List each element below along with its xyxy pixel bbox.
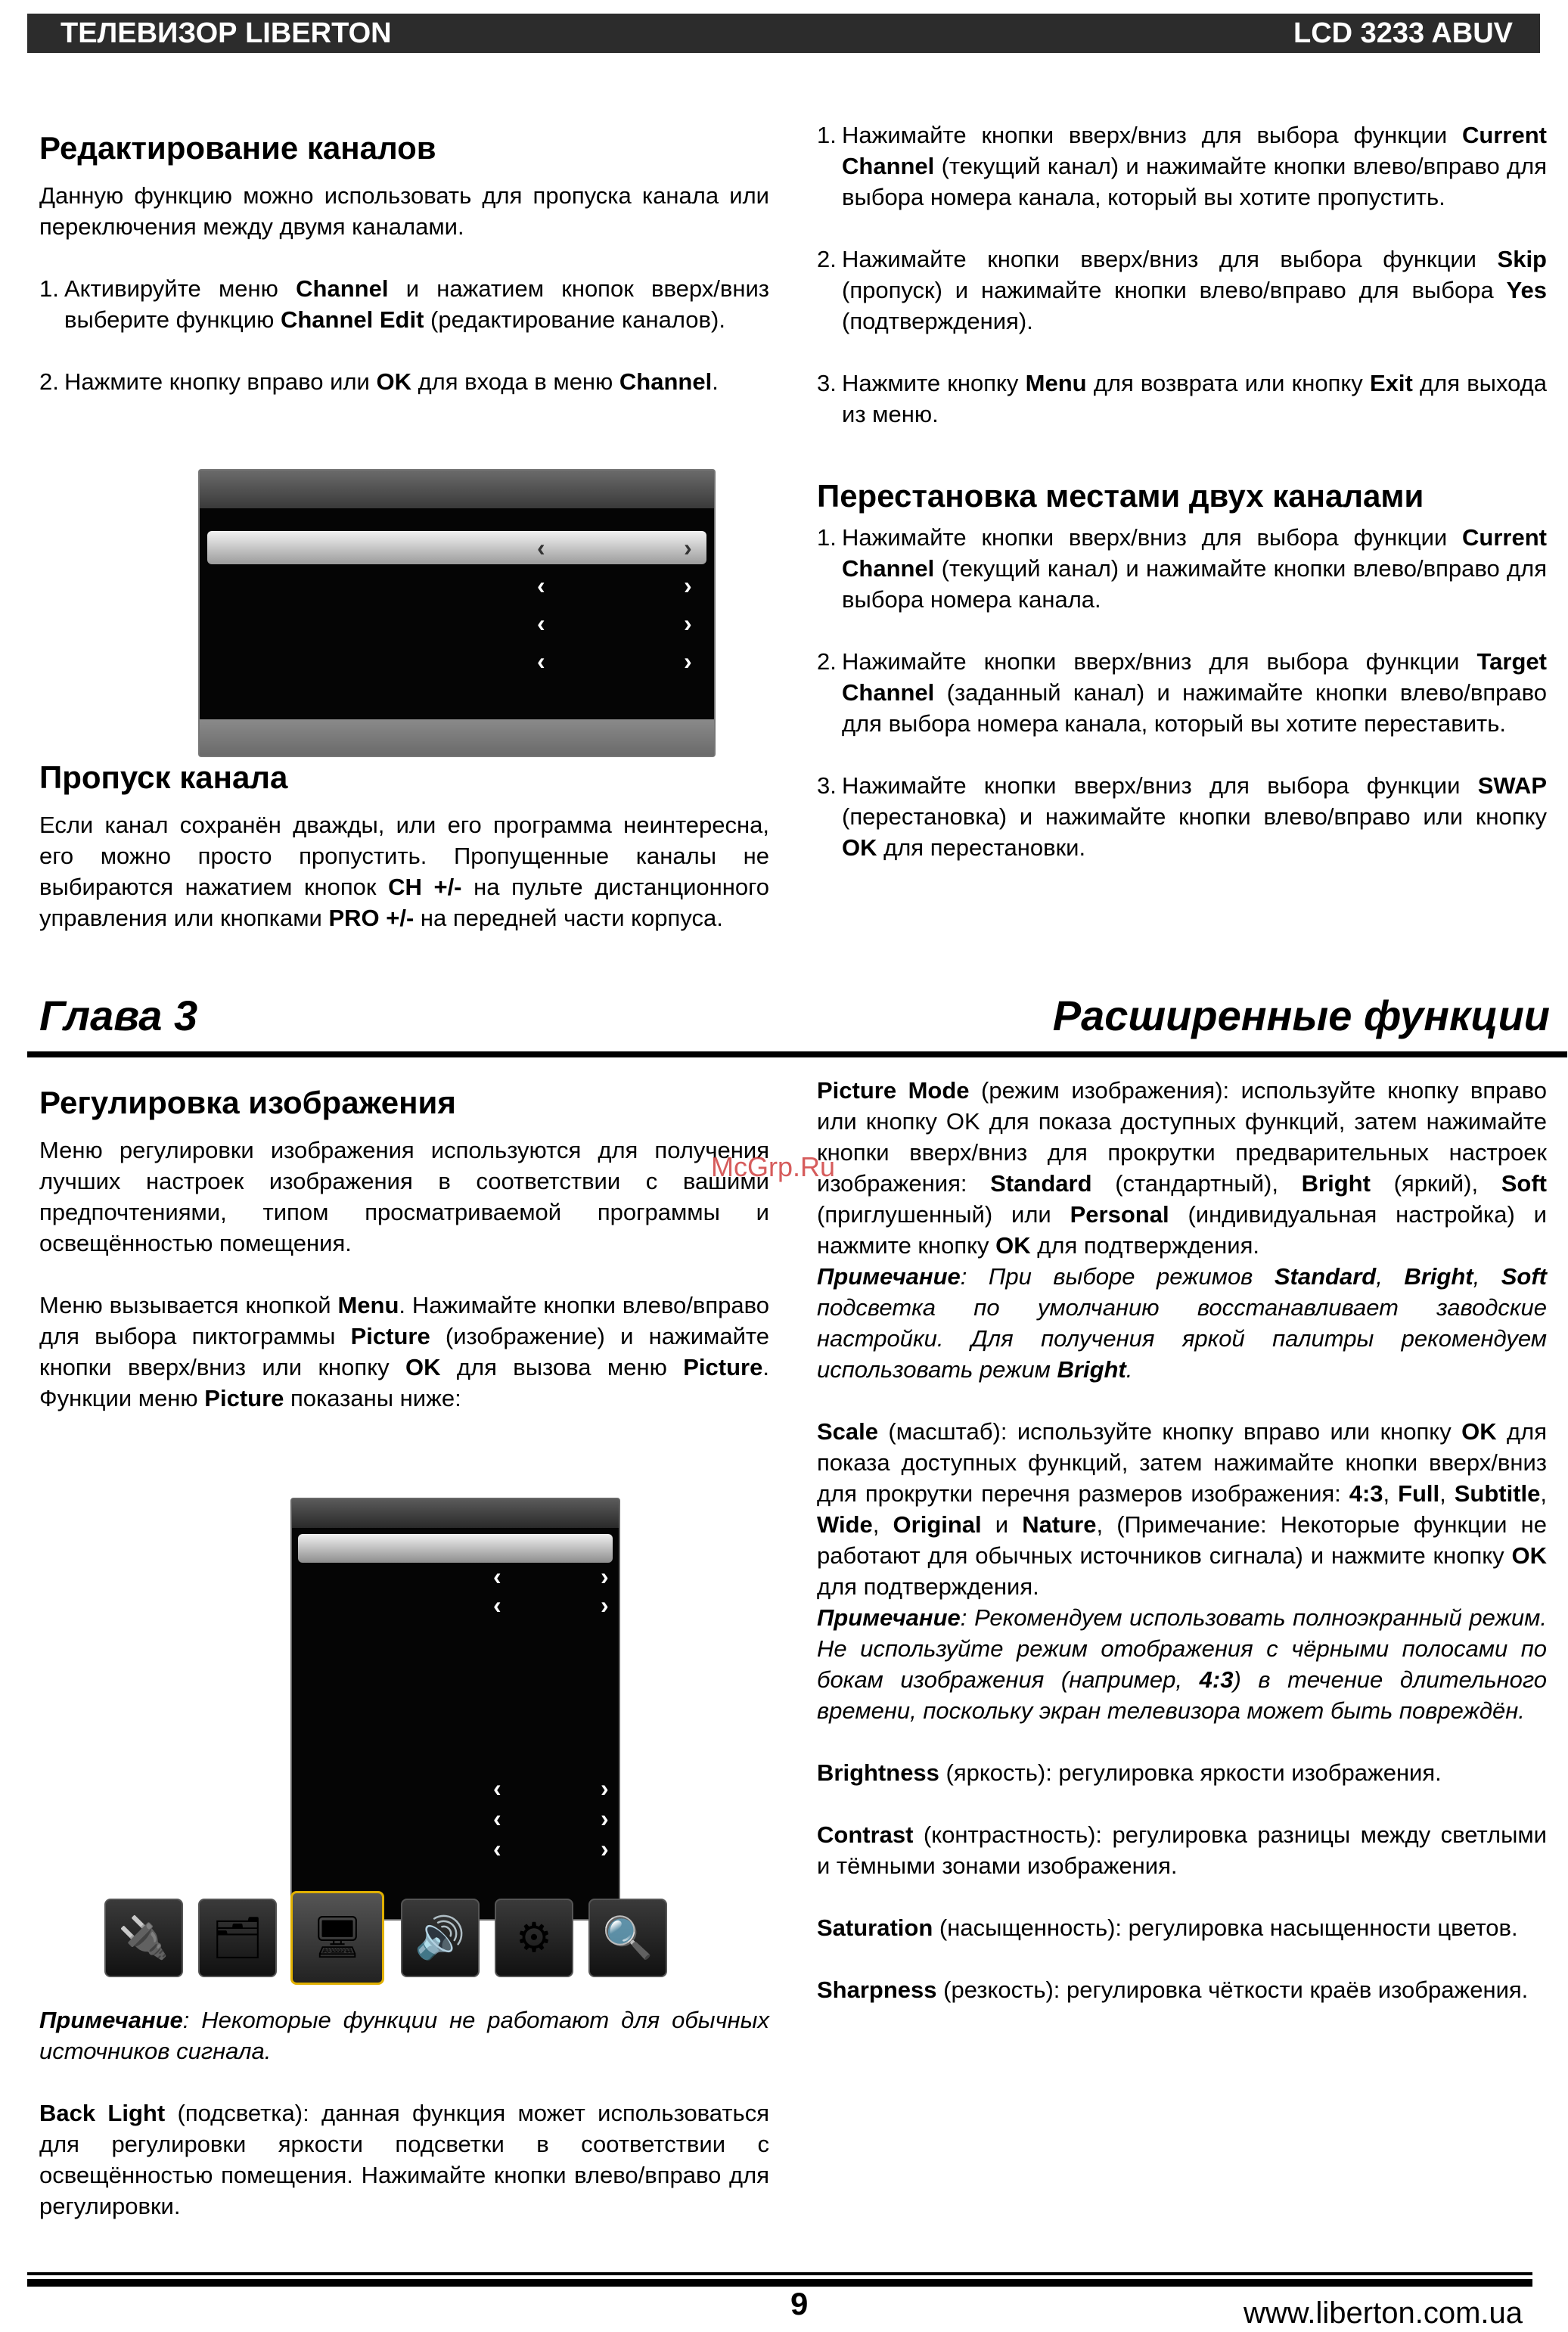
chevron-left-icon: ‹ [537,572,545,599]
chevron-right-icon: › [684,647,692,675]
skip-steps-section [817,120,1547,863]
sharpness-paragraph: Sharpness (резкость): регулировка чёткости краёв изображения. [817,1976,1529,2003]
picture-intro: Меню регулировки изображения используются для получения лучших настроек изображения в соответствии с вашими предпочтениями, типом просматриваемой программы и освещённостью помещения. [39,1137,769,1256]
channel-edit-step-2: 2. Нажмите кнопку вправо или OK для входа в меню Channel. [39,368,719,395]
swap-step-2: 2. Нажимайте кнопки вверх/вниз для выбора функции Target Channel (заданный канал) и нажимайте кнопки влево/вправо для выбора номера канала, который вы хотите переставить. [817,648,1547,737]
brightness-paragraph: Brightness (яркость): регулировка яркости изображения. [817,1759,1442,1786]
chapter-number: Глава 3 [39,992,198,1039]
saturation-paragraph: Saturation (насыщенность): регулировка насыщенности цветов. [817,1914,1518,1941]
menu-bottom-bar [200,719,714,756]
chapter-divider [27,1051,1567,1057]
picture-mode-note: Примечание: При выборе режимов Standard, Bright, Soft подсветка по умолчанию восстанавливает заводские настройки. Для получения яркой палитры рекомендуем использовать режим Bright. [817,1263,1547,1383]
header-bar [27,14,1540,53]
cables-icon: 🔌 [104,1899,183,1977]
swap-title: Перестановка местами двух каналами [817,478,1424,514]
menu-title-bar [200,470,714,508]
chapter-title: Расширенные функции [1052,992,1550,1039]
skip-step-2: 2. Нажимайте кнопки вверх/вниз для выбора функции Skip (пропуск) и нажимайте кнопки влево/вправо для выбора Yes (подтверждения). [817,246,1547,334]
picture-menu-howto: Меню вызывается кнопкой Menu. Нажимайте кнопки влево/вправо для выбора пиктограммы Picture (изображение) и нажимайте кнопки вверх/вниз или кнопку OK для вызова меню Picture. Функции меню Picture показаны ниже: [39,1292,769,1411]
monitor-icon: 🖥 [290,1891,384,1985]
chevron-right-icon: › [684,572,692,599]
folders-icon: 🗂 [198,1899,277,1977]
swap-step-3: 3. Нажимайте кнопки вверх/вниз для выбора функции SWAP (перестановка) и нажимайте кнопки влево/вправо или кнопку OK для перестановки. [817,772,1547,861]
chevron-right-icon: › [684,534,692,561]
chevron-left-icon: ‹ [537,647,545,675]
chevron-left-icon: ‹ [537,610,545,637]
scale-note: Примечание: Рекомендуем использовать полноэкранный режим. Не используйте режим отображения с чёрными полосами по бокам изображения (например, 4:3) в течение длительного времени, поскольку экран телевизора может быть повреждён. [817,1604,1548,1724]
chevron-right-icon: › [601,1805,609,1832]
chevron-left-icon: ‹ [537,534,545,561]
skip-section [39,758,769,933]
menu-highlight-row [298,1534,613,1563]
picture-note: Примечание: Некоторые функции не работают для обычных источников сигнала. [39,2007,769,2064]
skip-title: Пропуск канала [39,759,288,795]
skip-step-3: 3. Нажмите кнопку Menu для возврата или кнопку Exit для выхода из меню. [817,370,1548,427]
watermark: McGrp.Ru [711,1151,836,1182]
website-link[interactable]: www.liberton.com.ua [1243,2296,1523,2330]
channel-edit-intro: Данную функцию можно использовать для пропуска канала или переключения между двумя каналами. [39,182,769,240]
picture-notes [39,2004,769,2222]
footer-rule-thin [27,2272,1532,2275]
chevron-left-icon: ‹ [493,1805,501,1832]
chevron-right-icon: › [601,1775,609,1802]
speaker-icon: 🔊 [401,1899,480,1977]
menu-title-bar [292,1499,619,1528]
header-model: LCD 3233 ABUV [1293,17,1513,49]
picture-section [39,1083,769,1414]
chevron-left-icon: ‹ [493,1835,501,1862]
skip-paragraph: Если канал сохранён дважды, или его программа неинтересна, его можно просто пропустить. Пропущенные каналы не выбираются нажатием кнопок CH +/- на пульте дистанционного управления или кнопками PRO +/- на передней части корпуса. [39,812,769,931]
backlight-paragraph: Back Light (подсветка): данная функция может использоваться для регулировки яркости подсветки в соответствии с освещённостью помещения. Нажимайте кнопки влево/вправо для регулировки. [39,2100,769,2219]
chevron-right-icon: › [601,1835,609,1862]
chevron-left-icon: ‹ [493,1563,501,1590]
picture-mode-paragraph: Picture Mode (режим изображения): используйте кнопку вправо или кнопку OK для показа доступных функций, затем нажимайте кнопки вверх/вниз для прокрутки предварительных настроек изображения: Standard (стандартный), Bright (яркий), Soft (приглушенный) или Personal (индивидуальная настройка) и нажмите кнопку OK для подтверждения. [817,1077,1547,1259]
picture-title: Регулировка изображения [39,1085,456,1120]
channel-edit-step-1: 1. Активируйте меню Channel и нажатием кнопок вверх/вниз выберите функцию Channel Edit (редактирование каналов). [39,275,769,333]
gear-icon: ⚙ [495,1899,573,1977]
picture-menu-screenshot [290,1498,620,1921]
page-number: 9 [790,2286,809,2321]
skip-step-1: 1. Нажимайте кнопки вверх/вниз для выбора функции Current Channel (текущий канал) и нажимайте кнопки влево/вправо для выбора номера канала, который вы хотите пропустить. [817,122,1547,210]
contrast-paragraph: Contrast (контрастность): регулировка разницы между светлыми и тёмными зонами изображения. [817,1821,1547,1879]
channel-menu-screenshot [198,469,716,757]
channel-edit-section [39,129,769,397]
scale-paragraph: Scale (масштаб): используйте кнопку вправо или кнопку OK для показа доступных функций, затем нажимайте кнопки вверх/вниз для прокрутки перечня размеров изображения: 4:3, Full, Subtitle, Wide, Original и Nature, (Примечание: Некоторые функции не работают для обычных источников сигнала) и нажмите кнопку OK для подтверждения. [817,1418,1547,1600]
chevron-left-icon: ‹ [493,1775,501,1802]
picture-functions [817,1075,1547,2005]
chevron-right-icon: › [601,1591,609,1619]
header-title: ТЕЛЕВИЗОР LIBERTON [61,17,392,49]
chevron-left-icon: ‹ [493,1591,501,1619]
channel-edit-title: Редактирование каналов [39,130,436,166]
footer-rule-thick [27,2279,1532,2287]
chevron-right-icon: › [601,1563,609,1590]
magnifier-icon: 🔍 [588,1899,667,1977]
menu-highlight-row [207,531,706,564]
chevron-right-icon: › [684,610,692,637]
swap-step-1: 1. Нажимайте кнопки вверх/вниз для выбора функции Current Channel (текущий канал) и нажимайте кнопки влево/вправо для выбора номера канала. [817,524,1547,613]
